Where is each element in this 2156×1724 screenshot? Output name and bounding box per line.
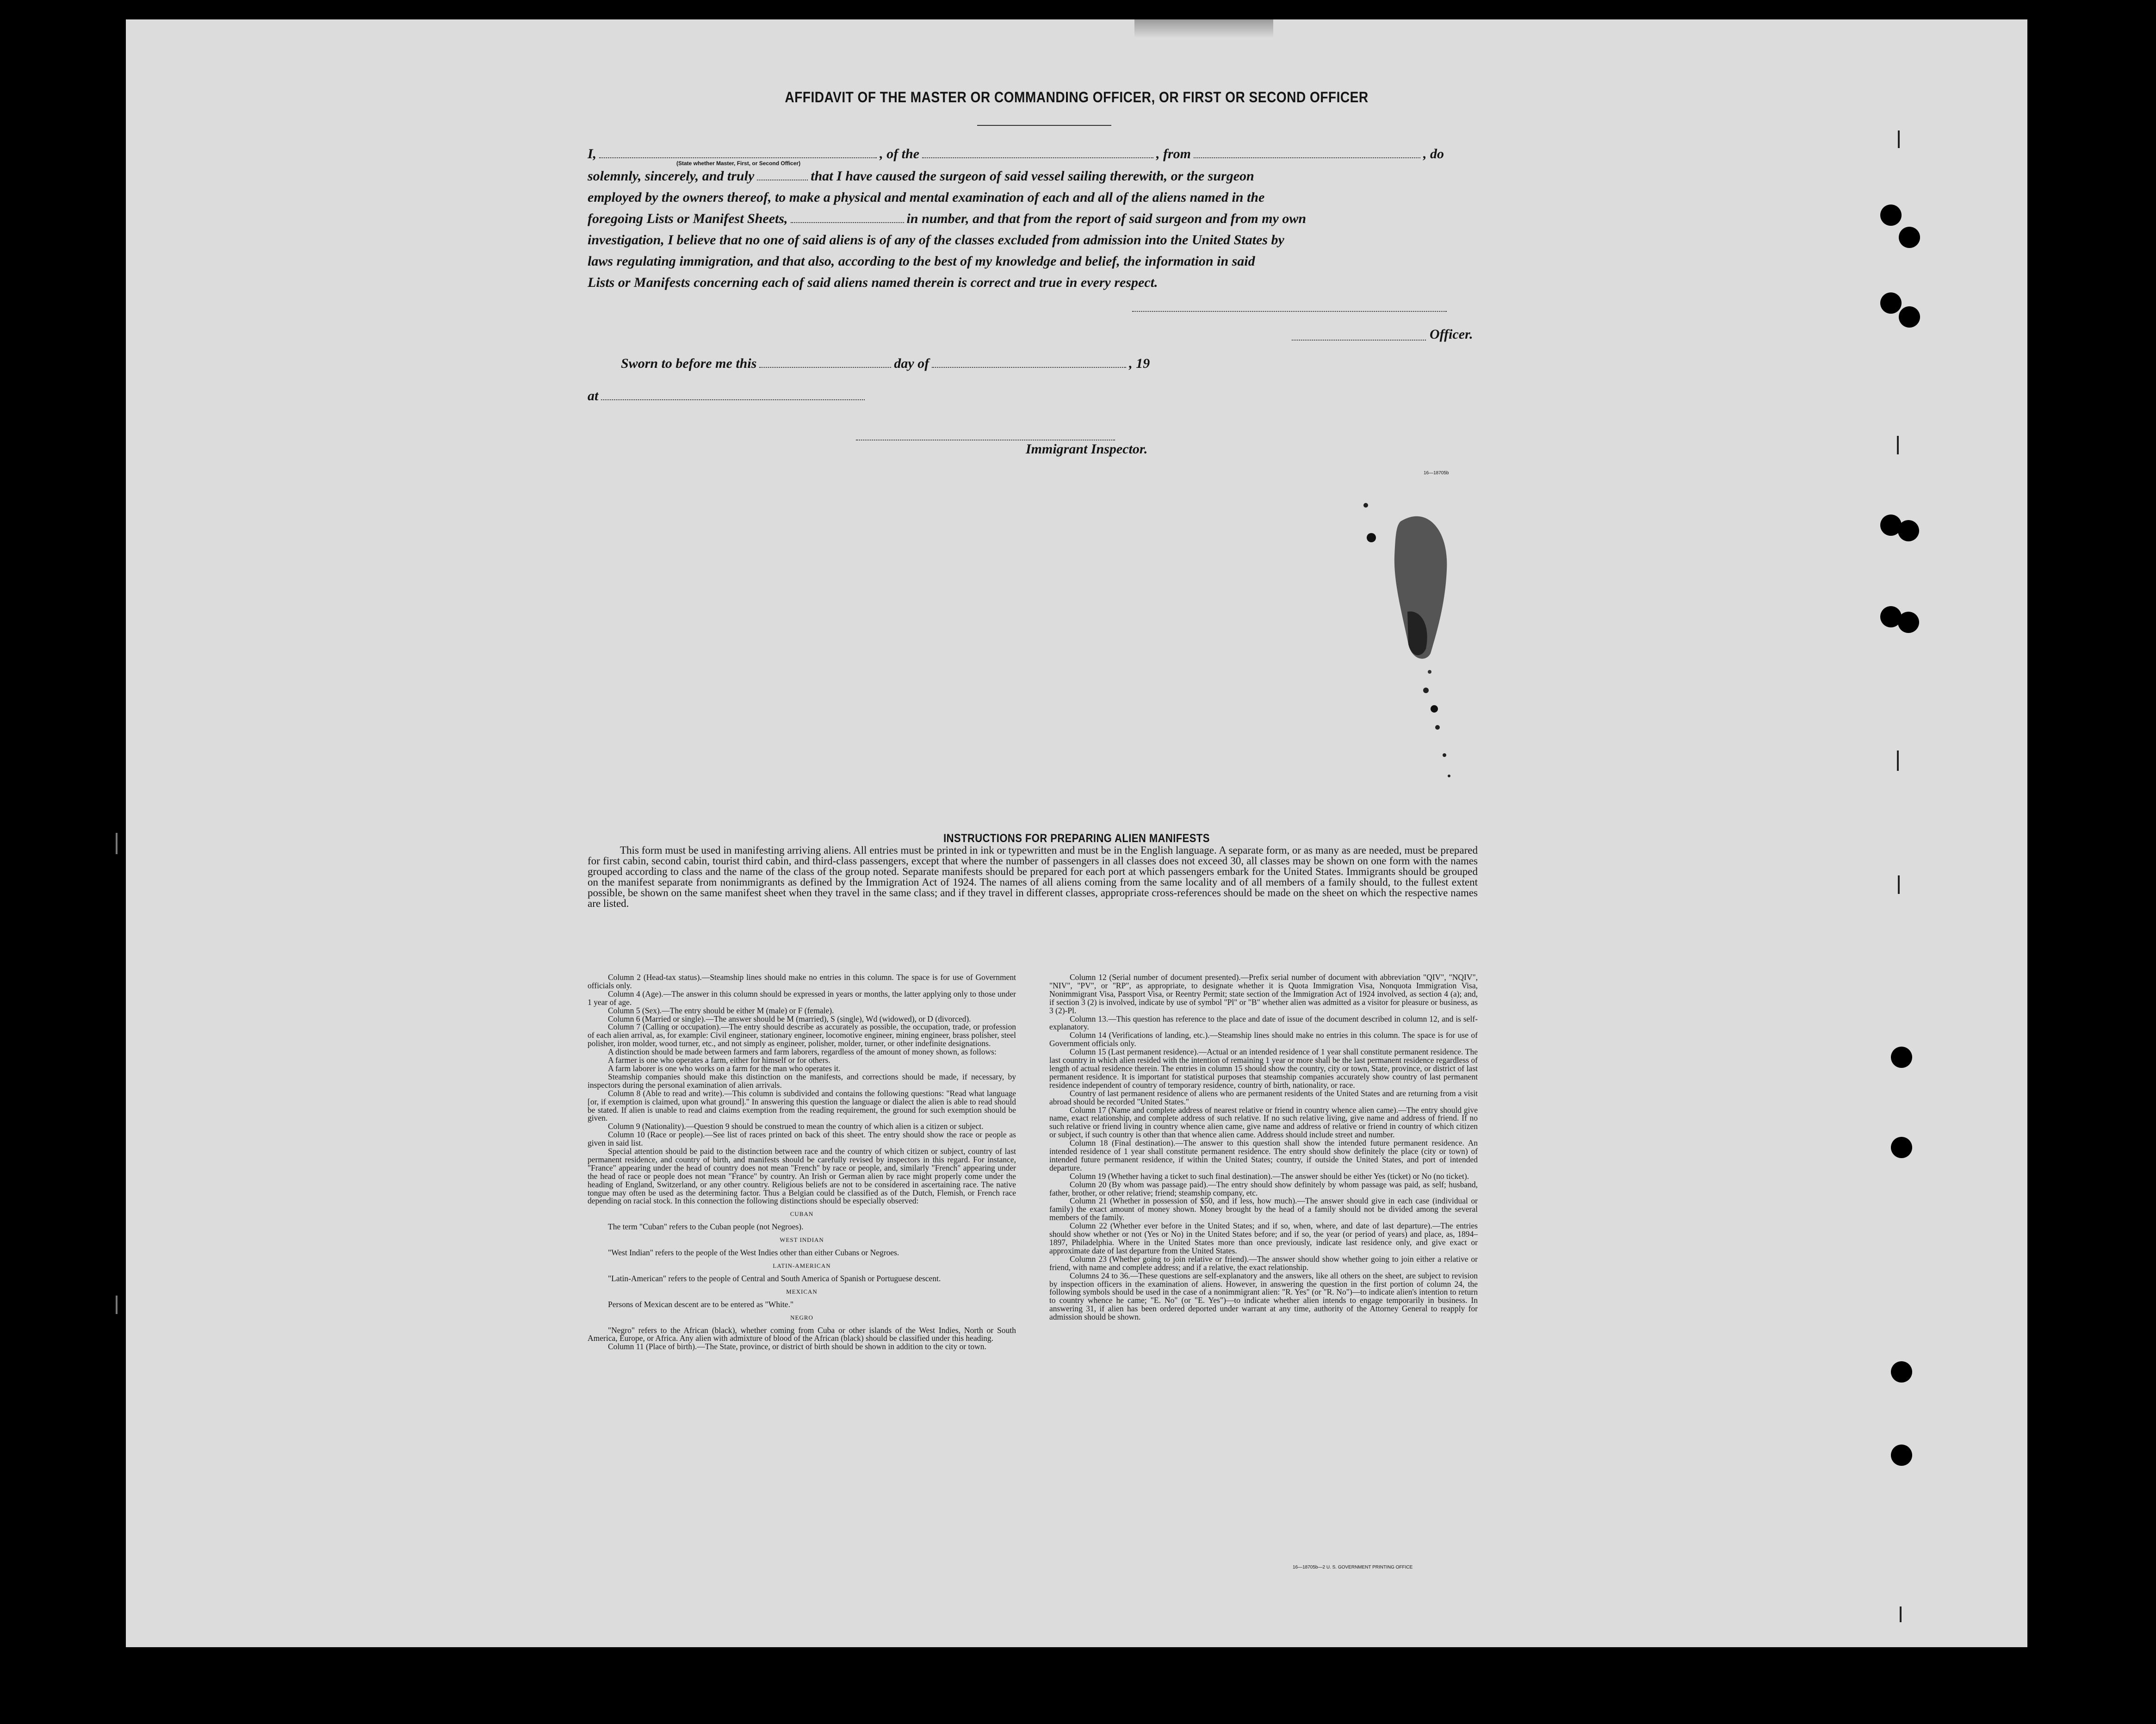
sworn-month-field[interactable]: [932, 355, 1126, 368]
punch-hole: [1880, 205, 1902, 226]
race-heading: LATIN-AMERICAN: [773, 1262, 831, 1269]
edge-mark: [1898, 130, 1900, 148]
vessel-name-field[interactable]: [922, 145, 1153, 158]
instructions-left-column: [588, 974, 1016, 1351]
race-definition: The term "Cuban" refers to the Cuban people (not Negroes).: [608, 1222, 804, 1232]
sworn-day-field[interactable]: [759, 355, 891, 368]
left-para: Column 11 (Place of birth).—The State, province, or district of birth should be shown in addition to the city or town.: [608, 1342, 986, 1352]
left-para: Column 4 (Age).—The answer in this column should be expressed in years or months, the latter applying only to those under 1 year of age.: [588, 989, 1016, 1007]
right-para: Column 22 (Whether ever before in the United States; and if so, when, where, and date of last departure).—The entries should show whether or not (Yes or No) in the United States before; and if so, the year (or period of years) and place, as, 1894–1897, Philadelphia. Where in the United States more than once previously, indicate last residence only, and give exact or approximate date of last departure from the United States.: [1049, 1221, 1478, 1255]
affidavit-line-2: solemnly, sincerely, and truly that I have caused the surgeon of said vessel sailing therewith, or the surgeon: [588, 168, 1254, 184]
instructions-intro: This form must be used in manifesting arriving aliens. All entries must be printed in ink or typewritten and must be in the English language. A separate form, or as many as are needed, must be prepared for first cabin, second cabin, tourist third cabin, and third-class passengers, except that where the number of passengers in all classes does not exceed 30, all classes may be shown on one form with the names grouped according to class and the name of the class of the group noted. Separate manifests should be prepared for each port at which passengers embark for the United States. Immigrants should be grouped on the manifest separate from nonimmigrants as defined by the Immigration Act of 1924. The names of all aliens coming from the same locality and of all members of a family should, to the fullest extent possible, be shown on the same manifest sheet when they travel in the same class; and if they travel in different classes, appropriate cross-references should be made on the sheet on which the respective names are listed.: [588, 844, 1478, 909]
left-para: Column 8 (Able to read and write).—This column is subdivided and contains the following questions: "Read what language [or, if exemption is claimed, upon what ground]." In answering this question the language or dialect the alien is able to read should be stated. If alien is unable to read and claims exemption from the reading requirement, the ground for such exemption should be given.: [588, 1088, 1016, 1123]
right-para: Column 17 (Name and complete address of nearest relative or friend in country whence alien came).—The entry should give name, exact relationship, and complete address of such relative. If no such relative living, give name and address of friend. If no such relative or friend living in country whence alien came, give name and address of relative or friend in country of which citizen or subject, if such country is other than that whence alien came. Address should include street and number.: [1049, 1105, 1478, 1140]
sworn-line: Sworn to before me this day of , 19: [621, 356, 1150, 371]
ink-stain: [1357, 478, 1495, 811]
right-para: Country of last permanent residence of aliens who are permanent residents of the United States and are returning from a visit abroad should be recorded "United States.": [1049, 1088, 1478, 1106]
right-para: Columns 24 to 36.—These questions are self-explanatory and the answers, like all others on the sheet, are subject to revision by inspection officers in the examination of aliens. However, in answering the question in the first portion of column 24, the following symbols should be used in the case of a nonimmigrant alien: "R. Yes" (or "R. No")—to indicate alien's intention to return to country whence he came; "E. No" (or "E. Yes")—to indicate whether alien intends to engage temporarily in business. In answering 31, if alien has been ordered deported under warrant at any time, authority of the Attorney General to reapply for admission should be shown.: [1049, 1271, 1478, 1322]
at-line: at: [588, 387, 867, 404]
left-para: Column 5 (Sex).—The entry should be either M (male) or F (female).: [608, 1005, 834, 1015]
punch-hole: [1898, 520, 1919, 541]
rank-note: (State whether Master, First, or Second Officer): [676, 160, 801, 167]
right-para: Column 14 (Verifications of landing, etc.).—Steamship lines should make no entries in this column. The space is for use of Government officials only.: [1049, 1030, 1478, 1048]
inspector-label: Immigrant Inspector.: [1026, 441, 1148, 457]
affidavit-line-5: investigation, I believe that no one of said aliens is of any of the classes excluded from admission into the United States by: [588, 232, 1284, 248]
edge-mark-left: [116, 1296, 118, 1314]
punch-hole: [1898, 612, 1919, 633]
officer-title-line[interactable]: [1292, 340, 1426, 341]
edge-mark: [1897, 436, 1899, 454]
officer-signature-line[interactable]: [1132, 311, 1447, 312]
sheet-count-field[interactable]: [791, 210, 904, 223]
right-para: Column 20 (By whom was passage paid).—The entry should show definitely by whom passage was paid, as self; husband, father, brother, or other relative; friend; steamship company, etc.: [1049, 1179, 1478, 1197]
left-para: A distinction should be made between farmers and farm laborers, regardless of the amount of money shown, as follows:: [608, 1047, 997, 1057]
left-para: Column 6 (Married or single).—The answer should be M (married), S (single), Wd (widowed), or D (divorced).: [608, 1014, 971, 1023]
right-para: Column 13.—This question has reference to the place and date of issue of the document described in column 12, and is self-explanatory.: [1049, 1014, 1478, 1032]
left-para: A farmer is one who operates a farm, either for himself or for others.: [608, 1055, 830, 1065]
left-para: Column 10 (Race or people).—See list of races printed on back of this sheet. The entry should show the race or people as given in said list.: [588, 1130, 1016, 1148]
race-heading: WEST INDIAN: [780, 1236, 824, 1244]
departure-port-field[interactable]: [1194, 145, 1420, 158]
right-para: Column 21 (Whether in possession of $50, and if less, how much).—The answer should give in each case (individual or family) the exact amount of money shown. Money brought by the head of a family should not be divided among the several members of the family.: [1049, 1196, 1478, 1222]
edge-mark: [1898, 875, 1900, 894]
edge-mark-left: [116, 833, 118, 854]
edge-mark: [1897, 750, 1899, 771]
punch-hole: [1891, 1361, 1912, 1383]
race-definition: "Latin-American" refers to the people of Central and South America of Spanish or Portuguese descent.: [608, 1273, 941, 1283]
race-heading: CUBAN: [790, 1210, 814, 1218]
race-definition: Persons of Mexican descent are to be entered as "White.": [608, 1299, 794, 1309]
officer-label: Officer.: [1430, 327, 1473, 342]
title-rule: [977, 125, 1111, 126]
printer-code: 16—18705b—2 U. S. GOVERNMENT PRINTING OFFICE: [1293, 1565, 1413, 1570]
affidavit-line-4: foregoing Lists or Manifest Sheets, in number, and that from the report of said surgeon and from my own: [588, 211, 1307, 226]
instructions-title: INSTRUCTIONS FOR PREPARING ALIEN MANIFESTS: [943, 832, 1210, 845]
right-para: Column 12 (Serial number of document presented).—Prefix serial number of document with abbreviation "QIV", "NQIV", "NIV", "PV", or "RP", as appropriate, to designate whether it is Quota Immigration Visa, Nonquota Immigration Visa, Nonimmigrant Visa, Passport Visa, or Reentry Permit; state section of the Immigration Act of 1924 involved, as section 4 (a); and, if section 3 (2) is involved, indicate by use of symbol "Pl" or "B" whether alien was admitted as a visitor for pleasure or business, as 3 (2)-Pl.: [1049, 973, 1478, 1015]
affidavit-line-3: employed by the owners thereof, to make a physical and mental examination of each and all of the aliens named in the: [588, 190, 1265, 205]
fold-shadow: [1134, 19, 1273, 38]
left-para: Column 9 (Nationality).—Question 9 should be construed to mean the country of which alien is a citizen or subject.: [608, 1122, 984, 1131]
punch-hole: [1891, 1047, 1912, 1068]
left-para: Column 7 (Calling or occupation).—The entry should describe as accurately as possible, the occupation, trade, or profession of each alien arrival, as, for example: Civil engineer, stationary engineer, locomotive engineer, mining engineer, brass polisher, steel polisher, iron molder, wood turner, etc., and not simply as engineer, polisher, molder, turner, or other indefinite designations.: [588, 1022, 1016, 1048]
right-para: Column 15 (Last permanent residence).—Actual or an intended residence of 1 year shall constitute permanent residence. The last country in which alien resided with the intention of remaining 1 year or more shall be the last permanent residence regardless of length of actual residence therein. The entries in column 15 should show the country, city or town, State, province, or district of last permanent residence. It is important for statistical purposes that steamship companies accurately show country of last permanent residence independent of country of temporary residence, country of birth, nationality, or race.: [1049, 1047, 1478, 1090]
race-heading: MEXICAN: [786, 1288, 818, 1295]
affidavit-line-1: I, , of the , from , do: [588, 146, 1444, 161]
oath-field[interactable]: [757, 167, 808, 180]
punch-hole: [1891, 1445, 1912, 1466]
left-para: Special attention should be paid to the distinction between race and the country of which citizen or subject, country of last permanent residence, and country of birth, and manifests should be carefully revised by inspectors in this regard. For instance, "France" appearing under the head of country does not mean "French" by race or people, and, similarly "French" appearing under the head of race or people does not mean "France" by country. An Irish or German alien by race might properly come under the heading of England, Switzerland, or any other country. Religious beliefs are not to be considered in ascertaining race. The native tongue may often be used as the determining factor. Thus a Belgian could be classified as of the Dutch, Flemish, or French race depending on racial stock. In this connection the following distinctions should be especially observed:: [588, 1147, 1016, 1206]
punch-hole: [1891, 1137, 1912, 1158]
at-place-field[interactable]: [601, 387, 865, 400]
left-para: Steamship companies should make this distinction on the manifests, and corrections should be made, if necessary, by inspectors during the personal examination of alien arrivals.: [588, 1072, 1016, 1090]
right-para: Column 18 (Final destination).—The answer to this question shall show the intended future permanent residence. An intended residence of 1 year shall constitute permanent residence. The entry should show definitely the place (city or town) of intended future permanent residence, if within the United States; country, if outside the United States, and port of intended departure.: [1049, 1138, 1478, 1172]
right-para: Column 19 (Whether having a ticket to such final destination).—The answer should be either Yes (ticket) or No (no ticket).: [1070, 1171, 1469, 1181]
officer-rank-field[interactable]: [599, 145, 877, 158]
edge-mark: [1900, 1606, 1902, 1622]
race-heading: NEGRO: [790, 1314, 813, 1321]
affidavit-line-7: Lists or Manifests concerning each of said aliens named therein is correct and true in every respect.: [588, 275, 1158, 290]
right-para: Column 23 (Whether going to join relative or friend).—The answer should show whether going to join either a relative or friend, with name and complete address; and if a relative, the exact relationship.: [1049, 1254, 1478, 1272]
affidavit-title: AFFIDAVIT OF THE MASTER OR COMMANDING OFFICER, OR FIRST OR SECOND OFFICER: [785, 89, 1369, 105]
punch-hole: [1899, 227, 1920, 248]
form-code: 16—18705b: [1424, 471, 1449, 476]
left-para: A farm laborer is one who works on a farm for the man who operates it.: [608, 1063, 841, 1073]
left-para: Column 2 (Head-tax status).—Steamship lines should make no entries in this column. The space is for use of Government officials only.: [588, 973, 1016, 990]
punch-hole: [1880, 292, 1902, 314]
race-definition: "West Indian" refers to the people of the West Indies other than either Cubans or Negroes.: [608, 1248, 899, 1258]
affidavit-line-6: laws regulating immigration, and that also, according to the best of my knowledge and belief, the information in said: [588, 254, 1255, 269]
manifest-page: [126, 19, 2027, 1647]
punch-hole: [1899, 306, 1920, 328]
race-definition: "Negro" refers to the African (black), whether coming from Cuba or other islands of the West Indies, North or South America, Europe, or Africa. Any alien with admixture of blood of the African (black) should be classified under this heading.: [588, 1325, 1016, 1343]
instructions-right-column: [1049, 974, 1478, 1321]
